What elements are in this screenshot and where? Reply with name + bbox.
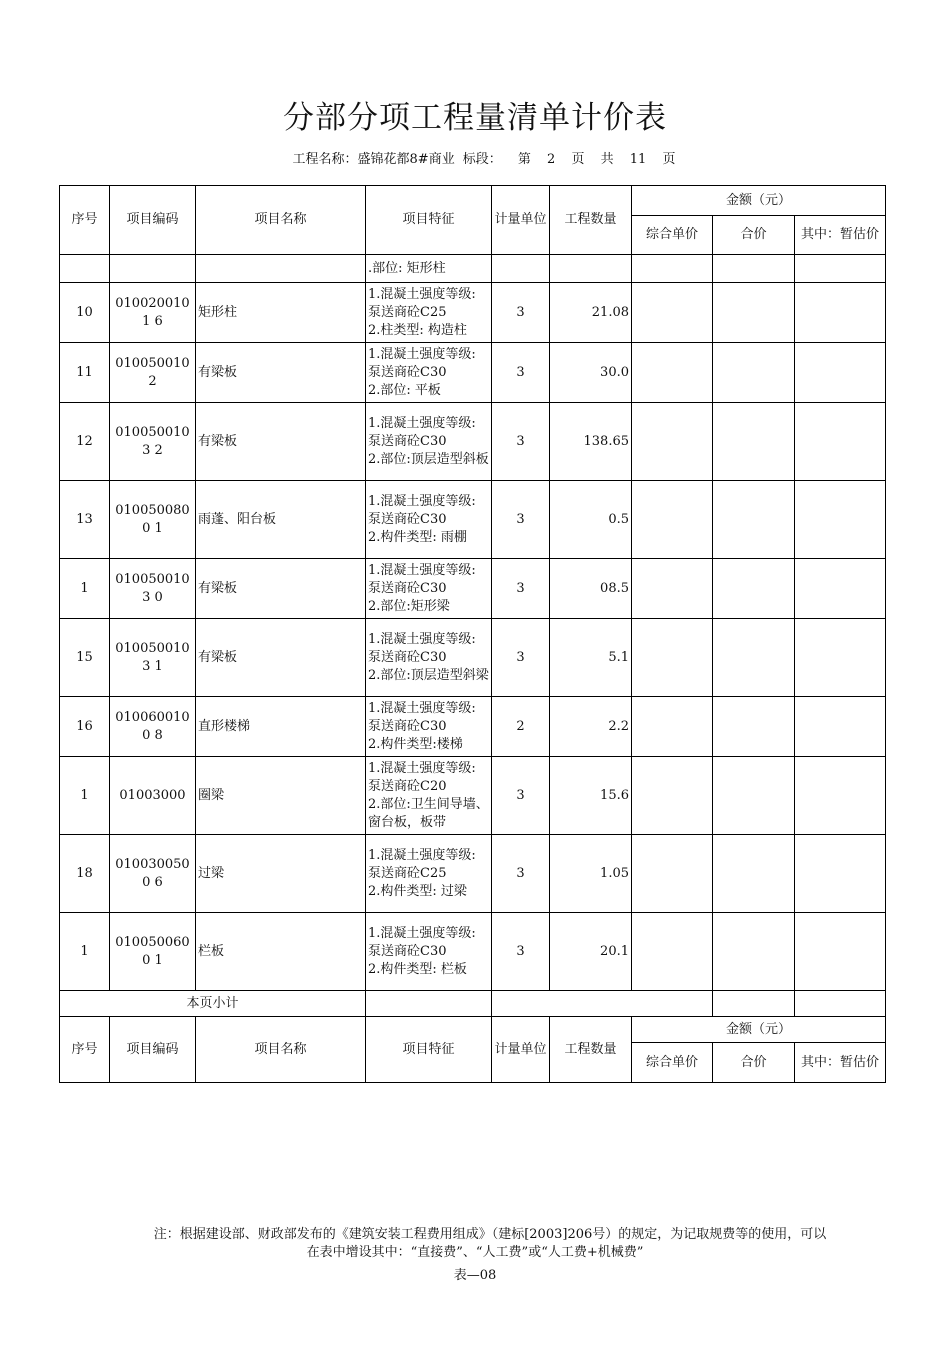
item-name: 直形楼梯	[196, 697, 366, 757]
item-total-price	[713, 835, 795, 913]
header-code: 项目编码	[110, 186, 196, 255]
item-unit: 3	[492, 559, 550, 619]
table-row	[60, 481, 886, 559]
item-name: 过梁	[196, 835, 366, 913]
item-unit: 3	[492, 619, 550, 697]
item-total-price	[713, 697, 795, 757]
item-feature-line: 2.部位:顶层造型斜板	[368, 451, 489, 467]
item-feature-line: 2.构件类型:楼梯	[368, 736, 463, 752]
item-provisional	[795, 283, 886, 343]
item-feature-line: 2.部位:卫生间导墙、窗台板，板带	[368, 796, 489, 830]
item-seq: 10	[60, 283, 110, 343]
item-provisional	[795, 619, 886, 697]
item-feature-line: 1.混凝土强度等级: 泵送商砼C30	[368, 415, 476, 449]
item-qty: 2.2	[550, 697, 632, 757]
item-code: 0100300500 6	[110, 835, 196, 913]
item-name: 有梁板	[196, 619, 366, 697]
item-unit-price	[632, 559, 713, 619]
table-row	[60, 913, 886, 991]
footer-header-row	[60, 1017, 886, 1043]
page-number: 2	[547, 152, 556, 167]
item-provisional	[795, 343, 886, 403]
table-row	[60, 619, 886, 697]
item-feature-line: 2.构件类型: 栏板	[368, 961, 467, 977]
item-total-price	[713, 403, 795, 481]
item-unit-price	[632, 619, 713, 697]
table-row	[60, 757, 886, 835]
footer-header-code: 项目编码	[110, 1017, 196, 1083]
total-prefix: 共	[600, 152, 614, 167]
item-unit-price	[632, 697, 713, 757]
item-feature-line: 2.部位:矩形梁	[368, 598, 450, 614]
item-total-price	[713, 481, 795, 559]
item-unit: 2	[492, 697, 550, 757]
header-feature: 项目特征	[366, 186, 492, 255]
item-seq: 1	[60, 913, 110, 991]
footnote-line-1: 注：根据建设部、财政部发布的《建筑安装工程费用组成》（建标[2003]206号）的规定，为记取规费等的使用，可以	[153, 1227, 827, 1242]
item-feature-line: 1.混凝土强度等级: 泵送商砼C30	[368, 700, 476, 734]
item-unit: 3	[492, 757, 550, 835]
item-name: 栏板	[196, 913, 366, 991]
item-seq: 16	[60, 697, 110, 757]
item-unit-price	[632, 913, 713, 991]
table-row	[60, 835, 886, 913]
footer-header-unit: 计量单位	[492, 1017, 550, 1083]
item-seq: 1	[60, 757, 110, 835]
total-unit: 页	[662, 152, 676, 167]
item-feature-line: 1.混凝土强度等级: 泵送商砼C30	[368, 925, 476, 959]
page-title: 分部分项工程量清单计价表	[283, 100, 667, 136]
item-feature-line: 2.部位: 平板	[368, 382, 441, 398]
project-info	[0, 148, 950, 167]
item-seq: 1	[60, 559, 110, 619]
item-unit: 3	[492, 403, 550, 481]
table-row	[60, 697, 886, 757]
item-code: 0100500103 1	[110, 619, 196, 697]
item-seq: 12	[60, 403, 110, 481]
header-row	[60, 186, 886, 216]
item-feature	[366, 559, 492, 619]
item-code: 0100600100 8	[110, 697, 196, 757]
item-qty: 1.05	[550, 835, 632, 913]
bill-of-quantities-table	[59, 185, 886, 1083]
item-unit-price	[632, 481, 713, 559]
item-feature-line: 2.柱类型: 构造柱	[368, 322, 467, 338]
item-feature-line: 2.构件类型: 雨棚	[368, 529, 467, 545]
item-feature-line: 2.构件类型: 过梁	[368, 883, 467, 899]
project-name: 工程名称：盛锦花都8#商业	[292, 152, 455, 167]
item-qty: 21.08	[550, 283, 632, 343]
item-unit: 3	[492, 913, 550, 991]
item-code: 0100500800 1	[110, 481, 196, 559]
item-qty: 5.1	[550, 619, 632, 697]
item-total-price	[713, 757, 795, 835]
item-seq: 18	[60, 835, 110, 913]
item-total-price	[713, 913, 795, 991]
item-qty: 20.1	[550, 913, 632, 991]
item-unit-price	[632, 757, 713, 835]
item-unit-price	[632, 283, 713, 343]
item-feature	[366, 913, 492, 991]
item-qty: 0.5	[550, 481, 632, 559]
item-name: 矩形柱	[196, 283, 366, 343]
item-feature-line: 2.部位:顶层造型斜梁	[368, 667, 489, 683]
item-provisional	[795, 559, 886, 619]
section-label: 标段：	[462, 152, 502, 167]
table-row	[60, 559, 886, 619]
footer-header-seq: 序号	[60, 1017, 110, 1083]
item-feature	[366, 403, 492, 481]
item-qty: 30.0	[550, 343, 632, 403]
item-feature-line: 1.混凝土强度等级: 泵送商砼C25	[368, 847, 476, 881]
footer-header-unit-price: 综合单价	[632, 1043, 713, 1083]
header-provisional: 其中：暂估价	[795, 216, 886, 255]
item-unit-price	[632, 403, 713, 481]
footer-header-amount: 金额（元）	[632, 1017, 886, 1043]
header-name: 项目名称	[196, 186, 366, 255]
item-unit-price	[632, 835, 713, 913]
item-feature	[366, 283, 492, 343]
carry-over-row	[60, 255, 886, 283]
footer-header-feature: 项目特征	[366, 1017, 492, 1083]
item-seq: 13	[60, 481, 110, 559]
item-code: 0100500103 0	[110, 559, 196, 619]
item-provisional	[795, 403, 886, 481]
item-feature-line: 1.混凝土强度等级: 泵送商砼C30	[368, 493, 476, 527]
item-code: 0100500600 1	[110, 913, 196, 991]
table-row	[60, 283, 886, 343]
footer-header-name: 项目名称	[196, 1017, 366, 1083]
item-provisional	[795, 697, 886, 757]
item-code: 01003000	[110, 757, 196, 835]
header-unit-price: 综合单价	[632, 216, 713, 255]
item-unit: 3	[492, 283, 550, 343]
item-feature-line: 1.混凝土强度等级: 泵送商砼C30	[368, 346, 476, 380]
item-provisional	[795, 835, 886, 913]
item-code: 0100200101 6	[110, 283, 196, 343]
item-name: 圈梁	[196, 757, 366, 835]
item-qty: 138.65	[550, 403, 632, 481]
table-row	[60, 343, 886, 403]
item-total-price	[713, 283, 795, 343]
item-provisional	[795, 913, 886, 991]
total-pages: 11	[629, 152, 647, 167]
table-number: 表—08	[453, 1268, 497, 1283]
footer-header-qty: 工程数量	[550, 1017, 632, 1083]
item-total-price	[713, 619, 795, 697]
subtotal-label: 本页小计	[60, 991, 366, 1017]
item-feature	[366, 835, 492, 913]
item-total-price	[713, 559, 795, 619]
item-feature	[366, 757, 492, 835]
carry-over-feature: .部位: 矩形柱	[366, 255, 492, 283]
item-feature-line: 1.混凝土强度等级: 泵送商砼C25	[368, 286, 476, 320]
header-unit: 计量单位	[492, 186, 550, 255]
subtotal-row	[60, 991, 886, 1017]
item-qty: 15.6	[550, 757, 632, 835]
footer-header-provisional: 其中：暂估价	[795, 1043, 886, 1083]
item-seq: 15	[60, 619, 110, 697]
item-code: 0100500103 2	[110, 403, 196, 481]
item-feature	[366, 697, 492, 757]
item-feature-line: 1.混凝土强度等级: 泵送商砼C30	[368, 562, 476, 596]
item-name: 雨蓬、阳台板	[196, 481, 366, 559]
item-name: 有梁板	[196, 403, 366, 481]
item-code: 0100500102	[110, 343, 196, 403]
item-unit: 3	[492, 343, 550, 403]
page-prefix: 第	[517, 152, 531, 167]
item-feature-line: 1.混凝土强度等级: 泵送商砼C20	[368, 760, 476, 794]
header-seq: 序号	[60, 186, 110, 255]
item-unit: 3	[492, 835, 550, 913]
item-provisional	[795, 757, 886, 835]
item-feature	[366, 343, 492, 403]
page-unit: 页	[571, 152, 585, 167]
footnote	[0, 1226, 950, 1262]
item-qty: 08.5	[550, 559, 632, 619]
item-seq: 11	[60, 343, 110, 403]
item-provisional	[795, 481, 886, 559]
footnote-line-2: 在表中增设其中：“直接费”、“人工费”或“人工费+机械费”	[306, 1245, 644, 1260]
item-name: 有梁板	[196, 559, 366, 619]
item-total-price	[713, 343, 795, 403]
item-unit: 3	[492, 481, 550, 559]
item-name: 有梁板	[196, 343, 366, 403]
item-unit-price	[632, 343, 713, 403]
table-row	[60, 403, 886, 481]
header-qty: 工程数量	[550, 186, 632, 255]
header-total-price: 合价	[713, 216, 795, 255]
footer-header-total-price: 合价	[713, 1043, 795, 1083]
item-feature-line: 1.混凝土强度等级: 泵送商砼C30	[368, 631, 476, 665]
item-feature	[366, 619, 492, 697]
item-feature	[366, 481, 492, 559]
header-amount: 金额（元）	[632, 186, 886, 216]
